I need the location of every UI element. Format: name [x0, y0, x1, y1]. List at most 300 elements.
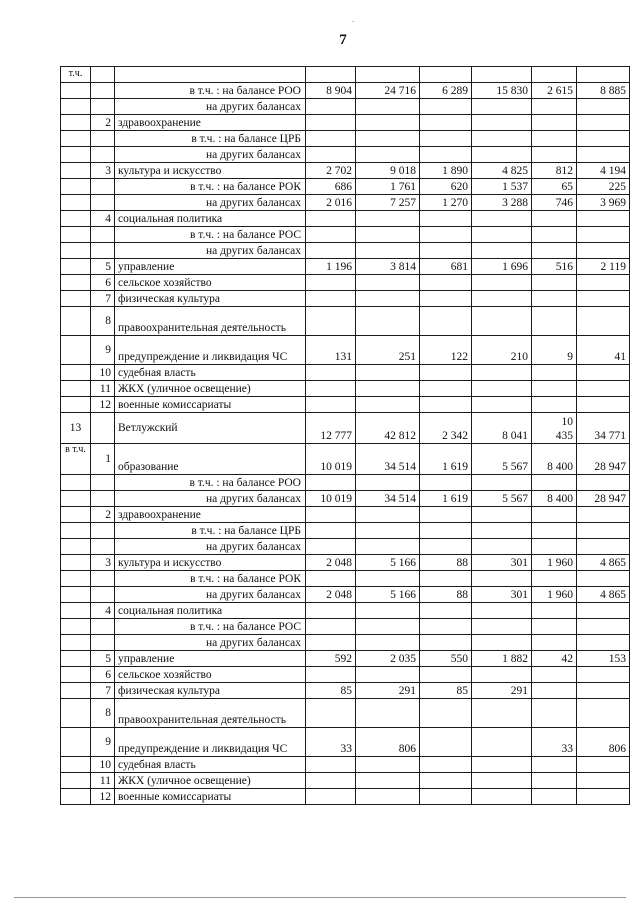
item-name-cell: предупреждение и ликвидация ЧС	[115, 728, 306, 757]
value-cell	[356, 667, 420, 683]
value-cell: 3 814	[356, 259, 420, 275]
value-cell	[472, 243, 532, 259]
item-name-cell: ЖКХ (уличное освещение)	[115, 381, 306, 397]
item-name-cell: сельское хозяйство	[115, 275, 306, 291]
value-cell: 2 035	[356, 651, 420, 667]
item-name-cell: на других балансах	[115, 587, 306, 603]
value-cell: 34 771	[577, 413, 630, 444]
table-row	[61, 131, 630, 147]
value-cell	[306, 67, 356, 83]
table-row	[61, 789, 630, 805]
value-cell	[306, 275, 356, 291]
item-name-cell: физическая культура	[115, 683, 306, 699]
item-number-cell: 3	[91, 555, 115, 571]
value-cell: 2 048	[306, 555, 356, 571]
value-cell: 1 537	[472, 179, 532, 195]
value-cell	[532, 67, 577, 83]
group-cell	[61, 571, 91, 587]
value-cell	[420, 571, 472, 587]
value-cell: 8 041	[472, 413, 532, 444]
value-cell	[472, 307, 532, 336]
table-row	[61, 651, 630, 667]
value-cell	[420, 603, 472, 619]
item-number-cell: 6	[91, 275, 115, 291]
table-row	[61, 699, 630, 728]
value-cell	[577, 635, 630, 651]
value-cell	[532, 539, 577, 555]
value-cell	[356, 789, 420, 805]
item-name-cell: в т.ч. : на балансе РОО	[115, 83, 306, 99]
value-cell	[532, 523, 577, 539]
item-number-cell	[91, 539, 115, 555]
value-cell	[472, 275, 532, 291]
table-row	[61, 555, 630, 571]
value-cell: 1 619	[420, 444, 472, 475]
value-cell	[577, 603, 630, 619]
group-cell	[61, 381, 91, 397]
value-cell	[472, 539, 532, 555]
table-row	[61, 99, 630, 115]
table-row	[61, 336, 630, 365]
value-cell	[577, 699, 630, 728]
value-cell	[420, 307, 472, 336]
table-row	[61, 635, 630, 651]
item-number-cell: 2	[91, 115, 115, 131]
value-cell	[577, 275, 630, 291]
value-cell	[356, 227, 420, 243]
item-name-cell: в т.ч. : на балансе РОК	[115, 571, 306, 587]
value-cell: 85	[420, 683, 472, 699]
value-cell	[306, 757, 356, 773]
item-name-cell: предупреждение и ликвидация ЧС	[115, 336, 306, 365]
item-name-cell: образование	[115, 444, 306, 475]
value-cell: 210	[472, 336, 532, 365]
value-cell	[472, 603, 532, 619]
value-cell	[356, 635, 420, 651]
item-number-cell	[91, 587, 115, 603]
value-cell	[532, 773, 577, 789]
item-name-cell: правоохранительная деятельность	[115, 307, 306, 336]
value-cell	[577, 523, 630, 539]
value-cell	[532, 571, 577, 587]
value-cell	[532, 603, 577, 619]
item-name-cell: судебная власть	[115, 365, 306, 381]
group-cell	[61, 523, 91, 539]
table-row	[61, 83, 630, 99]
table-row	[61, 211, 630, 227]
value-cell	[577, 115, 630, 131]
item-number-cell: 3	[91, 163, 115, 179]
value-cell	[356, 699, 420, 728]
value-cell: 5 567	[472, 491, 532, 507]
item-number-cell	[91, 147, 115, 163]
table-row	[61, 475, 630, 491]
value-cell: 131	[306, 336, 356, 365]
item-name-cell: на других балансах	[115, 147, 306, 163]
value-cell: 9	[532, 336, 577, 365]
item-number-cell	[91, 243, 115, 259]
group-cell	[61, 667, 91, 683]
value-cell: 3 969	[577, 195, 630, 211]
value-cell: 24 716	[356, 83, 420, 99]
value-cell: 28 947	[577, 491, 630, 507]
value-cell	[356, 475, 420, 491]
item-number-cell	[91, 131, 115, 147]
value-cell	[532, 683, 577, 699]
value-cell: 516	[532, 259, 577, 275]
value-cell: 153	[577, 651, 630, 667]
value-cell	[577, 291, 630, 307]
value-cell	[472, 507, 532, 523]
value-cell: 2 615	[532, 83, 577, 99]
value-cell	[577, 507, 630, 523]
value-cell	[306, 523, 356, 539]
table-row	[61, 571, 630, 587]
item-number-cell: 11	[91, 773, 115, 789]
item-name-cell: сельское хозяйство	[115, 667, 306, 683]
group-cell	[61, 507, 91, 523]
value-cell: 1 696	[472, 259, 532, 275]
group-cell	[61, 635, 91, 651]
item-name-cell: на других балансах	[115, 99, 306, 115]
item-number-cell: 8	[91, 307, 115, 336]
value-cell	[420, 365, 472, 381]
item-name-cell: на других балансах	[115, 539, 306, 555]
item-name-cell	[115, 67, 306, 83]
value-cell: 2 702	[306, 163, 356, 179]
value-cell: 10 019	[306, 444, 356, 475]
value-cell: 28 947	[577, 444, 630, 475]
group-cell	[61, 99, 91, 115]
value-cell	[532, 699, 577, 728]
group-cell	[61, 275, 91, 291]
value-cell	[532, 147, 577, 163]
value-cell	[532, 115, 577, 131]
value-cell: 806	[356, 728, 420, 757]
item-number-cell	[91, 67, 115, 83]
value-cell	[306, 227, 356, 243]
value-cell: 3 288	[472, 195, 532, 211]
value-cell	[420, 523, 472, 539]
value-cell	[472, 67, 532, 83]
item-name-cell: управление	[115, 651, 306, 667]
group-cell	[61, 336, 91, 365]
value-cell: 2 016	[306, 195, 356, 211]
value-cell	[420, 115, 472, 131]
value-cell	[532, 757, 577, 773]
value-cell: 686	[306, 179, 356, 195]
item-number-cell	[91, 475, 115, 491]
value-cell: 33	[532, 728, 577, 757]
value-cell	[306, 115, 356, 131]
item-number-cell	[91, 227, 115, 243]
page-number: 7	[339, 32, 347, 48]
group-cell	[61, 291, 91, 307]
group-cell	[61, 131, 91, 147]
value-cell	[472, 291, 532, 307]
value-cell: 1 960	[532, 555, 577, 571]
group-cell	[61, 491, 91, 507]
item-number-cell: 10	[91, 365, 115, 381]
table-row	[61, 365, 630, 381]
value-cell	[577, 397, 630, 413]
value-cell	[356, 619, 420, 635]
item-name-cell: в т.ч. : на балансе ЦРБ	[115, 523, 306, 539]
value-cell	[472, 227, 532, 243]
value-cell: 12 777	[306, 413, 356, 444]
value-cell	[420, 67, 472, 83]
value-cell	[306, 243, 356, 259]
value-cell: 251	[356, 336, 420, 365]
value-cell	[532, 211, 577, 227]
group-cell	[61, 307, 91, 336]
value-cell	[356, 147, 420, 163]
value-cell: 225	[577, 179, 630, 195]
value-cell	[472, 147, 532, 163]
value-cell: 291	[472, 683, 532, 699]
value-cell	[356, 603, 420, 619]
value-cell	[472, 381, 532, 397]
table-body	[61, 67, 630, 805]
value-cell	[420, 773, 472, 789]
value-cell	[420, 147, 472, 163]
value-cell	[420, 699, 472, 728]
value-cell: 301	[472, 587, 532, 603]
value-cell	[356, 539, 420, 555]
value-cell	[577, 307, 630, 336]
item-name-cell: Ветлужский	[115, 413, 306, 444]
value-cell	[420, 635, 472, 651]
item-number-cell	[91, 523, 115, 539]
value-cell	[420, 619, 472, 635]
value-cell	[356, 115, 420, 131]
value-cell	[472, 365, 532, 381]
value-cell	[472, 99, 532, 115]
group-cell	[61, 539, 91, 555]
item-number-cell: 11	[91, 381, 115, 397]
item-name-cell: социальная политика	[115, 211, 306, 227]
value-cell	[356, 99, 420, 115]
value-cell	[306, 619, 356, 635]
value-cell	[306, 789, 356, 805]
value-cell	[577, 475, 630, 491]
value-cell	[306, 381, 356, 397]
value-cell: 746	[532, 195, 577, 211]
table-row	[61, 163, 630, 179]
value-cell	[577, 243, 630, 259]
value-cell	[472, 619, 532, 635]
value-cell	[532, 291, 577, 307]
value-cell: 10 435	[532, 413, 577, 444]
scan-mark: .	[352, 14, 355, 24]
value-cell	[356, 757, 420, 773]
value-cell	[472, 475, 532, 491]
value-cell	[532, 507, 577, 523]
value-cell	[577, 365, 630, 381]
item-name-cell: военные комиссариаты	[115, 789, 306, 805]
value-cell	[420, 131, 472, 147]
item-number-cell	[91, 179, 115, 195]
value-cell	[420, 667, 472, 683]
value-cell: 5 166	[356, 555, 420, 571]
value-cell	[306, 475, 356, 491]
item-number-cell: 7	[91, 291, 115, 307]
value-cell: 33	[306, 728, 356, 757]
group-cell	[61, 699, 91, 728]
item-name-cell: физическая культура	[115, 291, 306, 307]
value-cell	[577, 757, 630, 773]
value-cell: 5 166	[356, 587, 420, 603]
value-cell: 1 270	[420, 195, 472, 211]
value-cell	[532, 275, 577, 291]
item-name-cell: военные комиссариаты	[115, 397, 306, 413]
value-cell: 10 019	[306, 491, 356, 507]
item-number-cell	[91, 83, 115, 99]
value-cell: 42 812	[356, 413, 420, 444]
value-cell	[306, 365, 356, 381]
item-number-cell: 1	[91, 444, 115, 475]
value-cell: 15 830	[472, 83, 532, 99]
value-cell: 1 761	[356, 179, 420, 195]
value-cell	[356, 131, 420, 147]
item-name-cell: на других балансах	[115, 635, 306, 651]
item-name-cell: ЖКХ (уличное освещение)	[115, 773, 306, 789]
value-cell	[420, 99, 472, 115]
item-name-cell: в т.ч. : на балансе РОК	[115, 179, 306, 195]
value-cell	[356, 381, 420, 397]
value-cell	[356, 523, 420, 539]
value-cell	[577, 99, 630, 115]
item-name-cell: культура и искусство	[115, 555, 306, 571]
group-cell	[61, 651, 91, 667]
value-cell	[356, 507, 420, 523]
value-cell: 806	[577, 728, 630, 757]
value-cell: 4 825	[472, 163, 532, 179]
value-cell	[306, 147, 356, 163]
value-cell: 681	[420, 259, 472, 275]
table-row	[61, 523, 630, 539]
table-row	[61, 397, 630, 413]
group-cell	[61, 757, 91, 773]
item-name-cell: здравоохранение	[115, 507, 306, 523]
item-number-cell: 4	[91, 603, 115, 619]
value-cell	[472, 523, 532, 539]
table-row	[61, 507, 630, 523]
table-row	[61, 259, 630, 275]
group-cell	[61, 243, 91, 259]
value-cell	[356, 365, 420, 381]
value-cell	[532, 475, 577, 491]
value-cell: 7 257	[356, 195, 420, 211]
value-cell: 1 882	[472, 651, 532, 667]
item-number-cell	[91, 413, 115, 444]
value-cell	[472, 728, 532, 757]
item-number-cell: 12	[91, 397, 115, 413]
table-row	[61, 587, 630, 603]
item-number-cell: 5	[91, 651, 115, 667]
group-cell	[61, 555, 91, 571]
value-cell	[577, 539, 630, 555]
table-row	[61, 243, 630, 259]
item-number-cell: 2	[91, 507, 115, 523]
value-cell	[532, 131, 577, 147]
value-cell	[577, 683, 630, 699]
value-cell	[532, 397, 577, 413]
item-number-cell: 12	[91, 789, 115, 805]
value-cell	[356, 67, 420, 83]
item-name-cell: управление	[115, 259, 306, 275]
value-cell: 6 289	[420, 83, 472, 99]
table-row	[61, 619, 630, 635]
item-number-cell: 7	[91, 683, 115, 699]
table-row	[61, 413, 630, 444]
value-cell: 122	[420, 336, 472, 365]
group-cell: в т.ч.	[61, 444, 91, 475]
value-cell: 812	[532, 163, 577, 179]
group-cell	[61, 619, 91, 635]
value-cell: 5 567	[472, 444, 532, 475]
group-cell	[61, 683, 91, 699]
group-cell	[61, 147, 91, 163]
group-cell	[61, 603, 91, 619]
item-number-cell: 10	[91, 757, 115, 773]
value-cell	[306, 539, 356, 555]
value-cell	[532, 619, 577, 635]
value-cell	[472, 571, 532, 587]
value-cell	[420, 397, 472, 413]
item-number-cell: 9	[91, 336, 115, 365]
value-cell	[472, 757, 532, 773]
item-number-cell: 8	[91, 699, 115, 728]
value-cell	[577, 571, 630, 587]
value-cell	[472, 667, 532, 683]
value-cell	[577, 619, 630, 635]
table-row	[61, 307, 630, 336]
group-cell	[61, 163, 91, 179]
value-cell	[420, 381, 472, 397]
group-cell: т.ч.	[61, 67, 91, 83]
value-cell	[532, 635, 577, 651]
group-cell	[61, 115, 91, 131]
group-cell	[61, 365, 91, 381]
item-name-cell: социальная политика	[115, 603, 306, 619]
value-cell	[577, 67, 630, 83]
value-cell: 550	[420, 651, 472, 667]
value-cell	[472, 211, 532, 227]
value-cell	[472, 773, 532, 789]
item-number-cell: 5	[91, 259, 115, 275]
value-cell	[472, 699, 532, 728]
value-cell	[306, 699, 356, 728]
value-cell: 1 619	[420, 491, 472, 507]
item-name-cell: на других балансах	[115, 491, 306, 507]
value-cell	[306, 211, 356, 227]
value-cell: 4 194	[577, 163, 630, 179]
value-cell	[472, 789, 532, 805]
item-name-cell: на других балансах	[115, 195, 306, 211]
value-cell: 1 890	[420, 163, 472, 179]
value-cell: 4 865	[577, 555, 630, 571]
table-row	[61, 683, 630, 699]
value-cell	[532, 99, 577, 115]
value-cell	[306, 99, 356, 115]
group-cell	[61, 227, 91, 243]
value-cell	[306, 635, 356, 651]
item-name-cell: в т.ч. : на балансе РОО	[115, 475, 306, 491]
table-row	[61, 381, 630, 397]
value-cell	[420, 227, 472, 243]
value-cell	[577, 789, 630, 805]
